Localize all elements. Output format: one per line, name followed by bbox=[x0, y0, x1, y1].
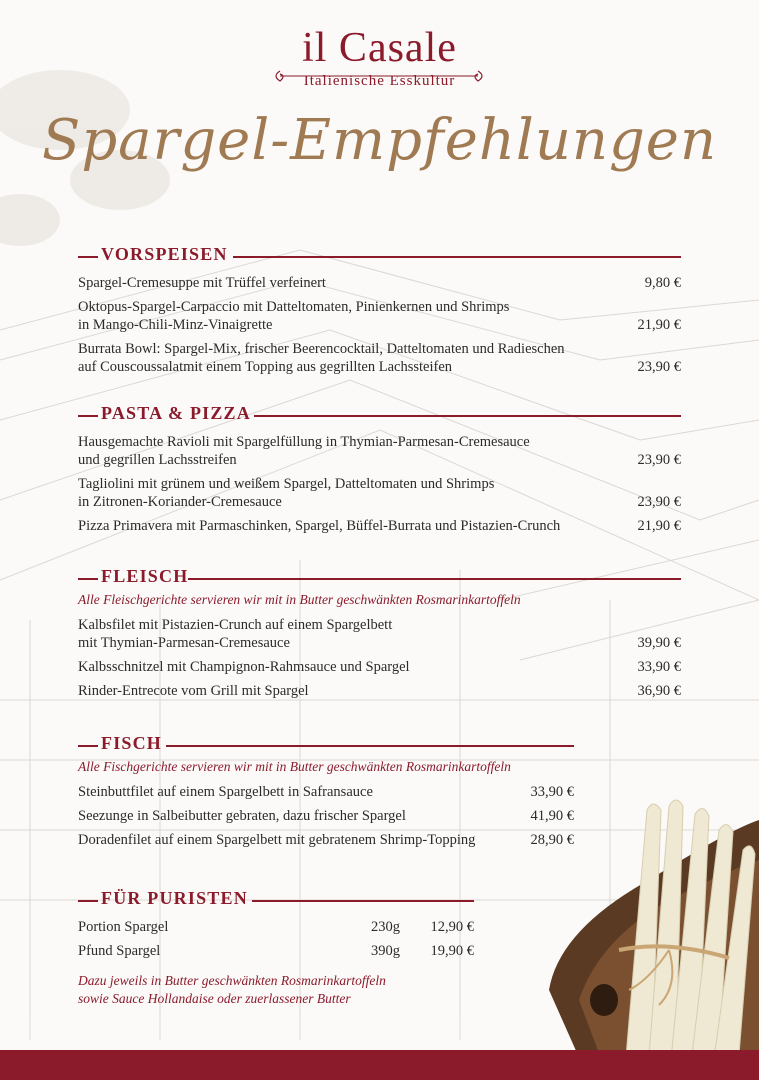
item-description: Tagliolini mit grünem und weißem Spargel, Datteltomaten und Shrimps bbox=[78, 476, 495, 492]
section-header bbox=[78, 403, 681, 427]
logo-ornament bbox=[270, 68, 488, 84]
menu-item bbox=[78, 475, 681, 511]
item-price: 9,80 € bbox=[644, 275, 681, 291]
section-rule bbox=[252, 900, 474, 902]
section-title: FISCH bbox=[101, 733, 163, 753]
menu-item bbox=[78, 517, 681, 535]
menu-item bbox=[78, 616, 681, 652]
menu-item bbox=[78, 831, 574, 849]
item-description: Pizza Primavera mit Parmaschinken, Spargel, Büffel-Burrata und Pistazien-Crunch bbox=[78, 518, 561, 534]
puristen-item bbox=[78, 942, 474, 960]
item-price: 21,90 € bbox=[637, 317, 681, 333]
item-description: Hausgemachte Ravioli mit Spargelfüllung in Thymian-Parmesan-Cremesauce bbox=[78, 434, 530, 450]
menu-item bbox=[78, 298, 681, 334]
section-header bbox=[78, 566, 681, 590]
item-description-line2: mit Thymian-Parmesan-Cremesauce bbox=[78, 635, 290, 651]
item-description: Burrata Bowl: Spargel-Mix, frischer Beerencocktail, Datteltomaten und Radieschen bbox=[78, 341, 565, 357]
section-header bbox=[78, 244, 681, 268]
item-description: Steinbuttfilet auf einem Spargelbett in Safransauce bbox=[78, 784, 373, 800]
item-description: Spargel-Cremesuppe mit Trüffel verfeinert bbox=[78, 275, 326, 291]
section-rule bbox=[188, 578, 681, 580]
puristen-note-line1: Dazu jeweils in Butter geschwänkten Rosmarinkartoffeln bbox=[78, 973, 386, 988]
item-description-line2: in Mango-Chili-Minz-Vinaigrette bbox=[78, 317, 273, 333]
section-title: FLEISCH bbox=[101, 566, 189, 586]
menu-item bbox=[78, 433, 681, 469]
section-puristen bbox=[78, 888, 474, 1008]
puristen-note bbox=[78, 972, 474, 1008]
item-description: Oktopus-Spargel-Carpaccio mit Datteltomaten, Pinienkernen und Shrimps bbox=[78, 299, 510, 315]
item-price: 33,90 € bbox=[530, 784, 574, 800]
logo-subtitle: Italienische Esskultur bbox=[303, 73, 456, 89]
section-note: Alle Fischgerichte servieren wir mit in Butter geschwänkten Rosmarinkartoffeln bbox=[78, 759, 511, 774]
section-vorspeisen bbox=[78, 244, 681, 376]
menu-item bbox=[78, 340, 681, 376]
item-price: 21,90 € bbox=[637, 518, 681, 534]
section-pasta-pizza bbox=[78, 403, 681, 535]
item-name: Pfund Spargel bbox=[78, 943, 161, 959]
item-price: 12,90 € bbox=[430, 919, 474, 935]
item-price: 28,90 € bbox=[530, 832, 574, 848]
section-header bbox=[78, 733, 574, 757]
item-price: 23,90 € bbox=[637, 452, 681, 468]
item-price: 41,90 € bbox=[530, 808, 574, 824]
item-description-line2: und gegrillen Lachsstreifen bbox=[78, 452, 237, 468]
section-title: FÜR PURISTEN bbox=[101, 888, 248, 908]
item-description-line2: in Zitronen-Koriander-Cremesauce bbox=[78, 494, 282, 510]
item-price: 23,90 € bbox=[637, 359, 681, 375]
section-rule-lead bbox=[78, 256, 98, 258]
item-description: Seezunge in Salbeibutter gebraten, dazu frischer Spargel bbox=[78, 808, 406, 824]
menu-item bbox=[78, 807, 574, 825]
puristen-note-line2: sowie Sauce Hollandaise oder zuerlassener Butter bbox=[78, 991, 351, 1006]
item-price: 33,90 € bbox=[637, 659, 681, 675]
item-description: Kalbsfilet mit Pistazien-Crunch auf einem Spargelbett bbox=[78, 617, 393, 633]
item-description: Doradenfilet auf einem Spargelbett mit gebratenem Shrimp-Topping bbox=[78, 832, 476, 848]
section-title: VORSPEISEN bbox=[101, 244, 228, 264]
menu-item bbox=[78, 783, 574, 801]
item-price: 36,90 € bbox=[637, 683, 681, 699]
puristen-item bbox=[78, 918, 474, 936]
menu-item bbox=[78, 658, 681, 676]
section-rule bbox=[254, 415, 681, 417]
menu-item bbox=[78, 274, 681, 292]
item-price: 39,90 € bbox=[637, 635, 681, 651]
item-name: Portion Spargel bbox=[78, 919, 169, 935]
page-headline: Spargel-Empfehlungen bbox=[41, 108, 718, 173]
item-weight: 390g bbox=[371, 943, 400, 959]
item-description: Kalbsschnitzel mit Champignon-Rahmsauce und Spargel bbox=[78, 659, 410, 675]
section-fleisch bbox=[78, 566, 681, 700]
section-rule-lead bbox=[78, 900, 98, 902]
item-price: 19,90 € bbox=[430, 943, 474, 959]
section-rule-lead bbox=[78, 415, 98, 417]
section-rule bbox=[233, 256, 681, 258]
item-description: Rinder-Entrecote vom Grill mit Spargel bbox=[78, 683, 309, 699]
section-title: PASTA & PIZZA bbox=[101, 403, 251, 423]
section-note: Alle Fleischgerichte servieren wir mit in Butter geschwänkten Rosmarinkartoffeln bbox=[78, 592, 521, 607]
item-price: 23,90 € bbox=[637, 494, 681, 510]
section-rule-lead bbox=[78, 745, 98, 747]
section-rule-lead bbox=[78, 578, 98, 580]
item-description-line2: auf Couscoussalatmit einem Topping aus gegrillten Lachssteifen bbox=[78, 359, 453, 375]
section-header bbox=[78, 888, 474, 912]
menu-item bbox=[78, 682, 681, 700]
section-rule bbox=[166, 745, 574, 747]
section-fisch bbox=[78, 733, 574, 849]
item-weight: 230g bbox=[371, 919, 400, 935]
logo-title: il Casale bbox=[302, 25, 457, 71]
